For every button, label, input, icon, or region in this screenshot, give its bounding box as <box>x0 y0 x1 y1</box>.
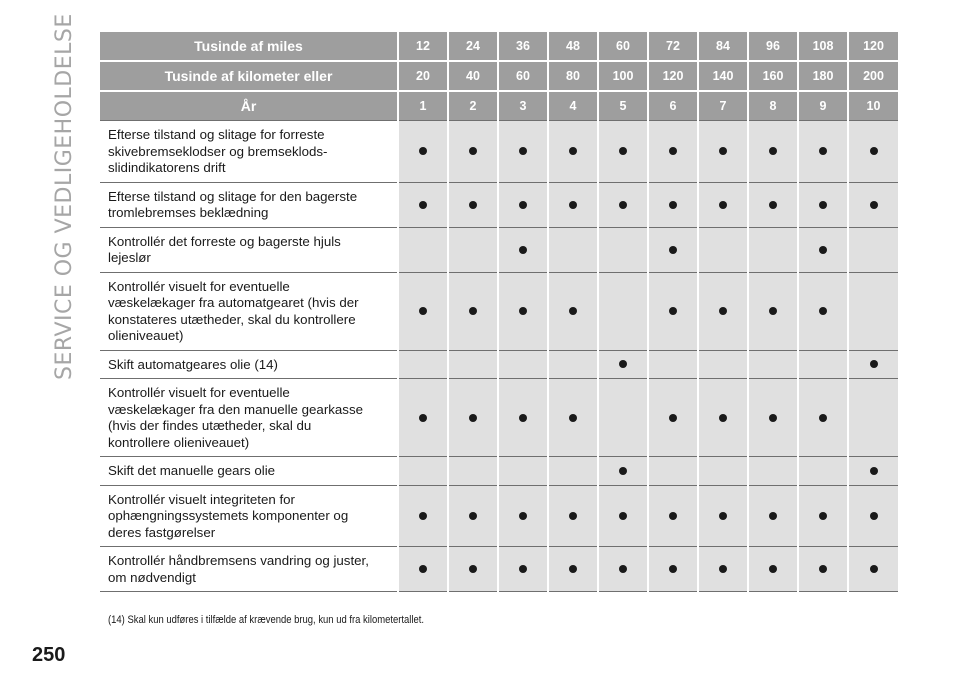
check-dot-icon <box>819 201 827 209</box>
header-year-value: 3 <box>498 91 548 121</box>
check-dot-icon <box>519 565 527 573</box>
task-description <box>100 379 398 457</box>
schedule-row <box>100 547 898 592</box>
check-dot-icon <box>769 414 777 422</box>
check-dot-icon <box>669 512 677 520</box>
schedule-header <box>100 32 898 121</box>
check-dot-icon <box>569 307 577 315</box>
interval-cell <box>748 457 798 486</box>
check-dot-icon <box>669 246 677 254</box>
interval-cell <box>548 379 598 457</box>
schedule-row <box>100 182 898 227</box>
task-description-line: tromlebremses beklædning <box>108 205 269 220</box>
header-label-km: Tusinde af kilometer eller <box>100 61 398 91</box>
interval-cell <box>498 121 548 183</box>
header-km-value: 40 <box>448 61 498 91</box>
check-dot-icon <box>669 414 677 422</box>
interval-cell <box>498 272 548 350</box>
check-dot-icon <box>519 414 527 422</box>
interval-cell <box>398 182 448 227</box>
interval-cell <box>698 547 748 592</box>
check-dot-icon <box>769 201 777 209</box>
interval-cell <box>748 547 798 592</box>
header-km-value: 140 <box>698 61 748 91</box>
interval-cell <box>798 272 848 350</box>
check-dot-icon <box>569 201 577 209</box>
check-dot-icon <box>769 512 777 520</box>
maintenance-schedule-table <box>100 32 898 592</box>
interval-cell <box>498 379 548 457</box>
check-dot-icon <box>669 147 677 155</box>
task-description-line: Kontrollér håndbremsens vandring og juster, <box>108 553 369 568</box>
check-dot-icon <box>719 307 727 315</box>
interval-cell <box>498 350 548 379</box>
interval-cell <box>548 547 598 592</box>
schedule-row <box>100 457 898 486</box>
interval-cell <box>798 379 848 457</box>
check-dot-icon <box>870 360 878 368</box>
header-miles-value: 36 <box>498 32 548 61</box>
interval-cell <box>748 272 798 350</box>
section-title: SERVICE OG VEDLIGEHOLDELSE <box>52 13 77 380</box>
header-km-value: 180 <box>798 61 848 91</box>
check-dot-icon <box>519 307 527 315</box>
interval-cell <box>498 227 548 272</box>
interval-cell <box>398 272 448 350</box>
interval-cell <box>698 227 748 272</box>
interval-cell <box>448 485 498 547</box>
interval-cell <box>498 182 548 227</box>
interval-cell <box>598 121 648 183</box>
header-row-miles <box>100 32 898 61</box>
interval-cell <box>648 272 698 350</box>
check-dot-icon <box>569 147 577 155</box>
interval-cell <box>448 379 498 457</box>
interval-cell <box>548 121 598 183</box>
header-miles-value: 72 <box>648 32 698 61</box>
interval-cell <box>848 227 898 272</box>
interval-cell <box>398 227 448 272</box>
interval-cell <box>798 227 848 272</box>
check-dot-icon <box>519 512 527 520</box>
interval-cell <box>648 457 698 486</box>
task-description-line: Kontrollér det forreste og bagerste hjuls <box>108 233 341 249</box>
interval-cell <box>648 485 698 547</box>
task-description-line: olieniveauet) <box>108 328 184 343</box>
interval-cell <box>448 227 498 272</box>
interval-cell <box>448 272 498 350</box>
check-dot-icon <box>419 307 427 315</box>
schedule-row <box>100 379 898 457</box>
header-year-value: 4 <box>548 91 598 121</box>
interval-cell <box>498 457 548 486</box>
interval-cell <box>648 350 698 379</box>
header-km-value: 60 <box>498 61 548 91</box>
header-year-value: 9 <box>798 91 848 121</box>
header-row-km <box>100 61 898 91</box>
check-dot-icon <box>619 565 627 573</box>
interval-cell <box>598 350 648 379</box>
interval-cell <box>598 485 648 547</box>
interval-cell <box>848 121 898 183</box>
header-year-value: 5 <box>598 91 648 121</box>
interval-cell <box>548 350 598 379</box>
interval-cell <box>698 379 748 457</box>
check-dot-icon <box>419 512 427 520</box>
check-dot-icon <box>769 565 777 573</box>
header-year-value: 8 <box>748 91 798 121</box>
check-dot-icon <box>870 565 878 573</box>
header-miles-value: 12 <box>398 32 448 61</box>
header-year-value: 6 <box>648 91 698 121</box>
interval-cell <box>398 121 448 183</box>
header-year-value: 10 <box>848 91 898 121</box>
interval-cell <box>848 379 898 457</box>
interval-cell <box>698 350 748 379</box>
check-dot-icon <box>569 565 577 573</box>
task-description-line: deres fastgørelser <box>108 524 216 540</box>
check-dot-icon <box>819 512 827 520</box>
header-miles-value: 96 <box>748 32 798 61</box>
interval-cell <box>848 350 898 379</box>
header-miles-value: 24 <box>448 32 498 61</box>
schedule-row <box>100 485 898 547</box>
task-description <box>100 547 398 592</box>
check-dot-icon <box>819 147 827 155</box>
task-description-line: væskelækager fra den manuelle gearkasse <box>108 401 363 417</box>
check-dot-icon <box>669 565 677 573</box>
task-description-line: (hvis der findes utætheder, skal du <box>108 418 312 433</box>
interval-cell <box>598 227 648 272</box>
page-number: 250 <box>32 644 66 666</box>
interval-cell <box>798 350 848 379</box>
footnote: (14) Skal kun udføres i tilfælde af krævende brug, kun ud fra kilometertallet. <box>108 614 425 626</box>
interval-cell <box>448 121 498 183</box>
check-dot-icon <box>619 512 627 520</box>
task-description-line: skivebremseklodser og bremseklods- <box>108 143 328 159</box>
interval-cell <box>598 379 648 457</box>
header-miles-value: 48 <box>548 32 598 61</box>
check-dot-icon <box>519 147 527 155</box>
check-dot-icon <box>469 147 477 155</box>
check-dot-icon <box>469 414 477 422</box>
check-dot-icon <box>769 147 777 155</box>
interval-cell <box>648 379 698 457</box>
check-dot-icon <box>870 147 878 155</box>
interval-cell <box>448 350 498 379</box>
check-dot-icon <box>619 201 627 209</box>
interval-cell <box>398 485 448 547</box>
header-km-value: 160 <box>748 61 798 91</box>
interval-cell <box>798 457 848 486</box>
task-description-line: Kontrollér visuelt integriteten for <box>108 491 295 507</box>
interval-cell <box>398 379 448 457</box>
task-description <box>100 227 398 272</box>
header-km-value: 80 <box>548 61 598 91</box>
interval-cell <box>798 121 848 183</box>
check-dot-icon <box>419 414 427 422</box>
task-description-line: væskelækager fra automatgearet (hvis der <box>108 295 359 310</box>
check-dot-icon <box>819 414 827 422</box>
task-description-line: om nødvendigt <box>108 569 196 585</box>
schedule-body <box>100 121 898 592</box>
task-description <box>100 121 398 183</box>
check-dot-icon <box>769 307 777 315</box>
interval-cell <box>798 547 848 592</box>
check-dot-icon <box>669 201 677 209</box>
interval-cell <box>648 547 698 592</box>
header-km-value: 120 <box>648 61 698 91</box>
check-dot-icon <box>469 201 477 209</box>
check-dot-icon <box>469 512 477 520</box>
header-miles-value: 84 <box>698 32 748 61</box>
interval-cell <box>598 182 648 227</box>
interval-cell <box>748 485 798 547</box>
interval-cell <box>648 121 698 183</box>
check-dot-icon <box>469 307 477 315</box>
schedule-row <box>100 121 898 183</box>
interval-cell <box>548 272 598 350</box>
header-miles-value: 108 <box>798 32 848 61</box>
check-dot-icon <box>419 565 427 573</box>
interval-cell <box>748 121 798 183</box>
header-km-value: 20 <box>398 61 448 91</box>
check-dot-icon <box>719 201 727 209</box>
task-description-line: Skift det manuelle gears olie <box>108 463 276 478</box>
interval-cell <box>598 547 648 592</box>
interval-cell <box>848 457 898 486</box>
interval-cell <box>548 227 598 272</box>
header-label-miles: Tusinde af miles <box>100 32 398 61</box>
task-description-line: Kontrollér visuelt for eventuelle <box>108 385 290 400</box>
interval-cell <box>698 485 748 547</box>
interval-cell <box>798 182 848 227</box>
interval-cell <box>598 272 648 350</box>
task-description <box>100 272 398 350</box>
header-row-years <box>100 91 898 121</box>
header-label-years: År <box>100 91 398 121</box>
check-dot-icon <box>819 307 827 315</box>
task-description <box>100 457 398 486</box>
interval-cell <box>848 182 898 227</box>
interval-cell <box>848 272 898 350</box>
check-dot-icon <box>819 565 827 573</box>
interval-cell <box>648 182 698 227</box>
task-description <box>100 485 398 547</box>
schedule-row <box>100 272 898 350</box>
task-description <box>100 350 398 379</box>
check-dot-icon <box>619 360 627 368</box>
interval-cell <box>698 182 748 227</box>
task-description-line: Kontrollér visuelt for eventuelle <box>108 278 290 294</box>
interval-cell <box>748 379 798 457</box>
task-description-line: konstateres utætheder, skal du kontrollere <box>108 311 356 327</box>
check-dot-icon <box>870 512 878 520</box>
task-description-line: Efterse tilstand og slitage for forreste <box>108 127 325 142</box>
task-description-line: kontrollere olieniveauet) <box>108 434 250 450</box>
task-description-line: lejeslør <box>108 250 151 265</box>
check-dot-icon <box>469 565 477 573</box>
interval-cell <box>848 485 898 547</box>
check-dot-icon <box>569 512 577 520</box>
interval-cell <box>748 350 798 379</box>
check-dot-icon <box>870 201 878 209</box>
check-dot-icon <box>719 565 727 573</box>
header-year-value: 1 <box>398 91 448 121</box>
check-dot-icon <box>419 201 427 209</box>
check-dot-icon <box>819 246 827 254</box>
header-km-value: 100 <box>598 61 648 91</box>
interval-cell <box>398 457 448 486</box>
check-dot-icon <box>619 147 627 155</box>
check-dot-icon <box>669 307 677 315</box>
interval-cell <box>748 227 798 272</box>
interval-cell <box>698 457 748 486</box>
interval-cell <box>548 182 598 227</box>
interval-cell <box>448 457 498 486</box>
interval-cell <box>748 182 798 227</box>
interval-cell <box>548 457 598 486</box>
interval-cell <box>848 547 898 592</box>
check-dot-icon <box>569 414 577 422</box>
interval-cell <box>448 547 498 592</box>
header-miles-value: 60 <box>598 32 648 61</box>
interval-cell <box>698 121 748 183</box>
header-year-value: 2 <box>448 91 498 121</box>
task-description-line: ophængningssystemets komponenter og <box>108 508 349 523</box>
task-description <box>100 182 398 227</box>
check-dot-icon <box>519 246 527 254</box>
interval-cell <box>448 182 498 227</box>
header-km-value: 200 <box>848 61 898 91</box>
check-dot-icon <box>719 512 727 520</box>
check-dot-icon <box>719 147 727 155</box>
check-dot-icon <box>419 147 427 155</box>
header-year-value: 7 <box>698 91 748 121</box>
schedule-row <box>100 227 898 272</box>
check-dot-icon <box>719 414 727 422</box>
interval-cell <box>598 457 648 486</box>
interval-cell <box>398 350 448 379</box>
check-dot-icon <box>619 467 627 475</box>
interval-cell <box>698 272 748 350</box>
task-description-line: Efterse tilstand og slitage for den bagerste <box>108 188 358 204</box>
task-description-line: Skift automatgeares olie (14) <box>108 356 278 372</box>
header-miles-value: 120 <box>848 32 898 61</box>
task-description-line: slidindikatorens drift <box>108 160 226 175</box>
interval-cell <box>648 227 698 272</box>
interval-cell <box>548 485 598 547</box>
check-dot-icon <box>870 467 878 475</box>
interval-cell <box>398 547 448 592</box>
schedule-row <box>100 350 898 379</box>
interval-cell <box>498 485 548 547</box>
interval-cell <box>498 547 548 592</box>
check-dot-icon <box>519 201 527 209</box>
interval-cell <box>798 485 848 547</box>
